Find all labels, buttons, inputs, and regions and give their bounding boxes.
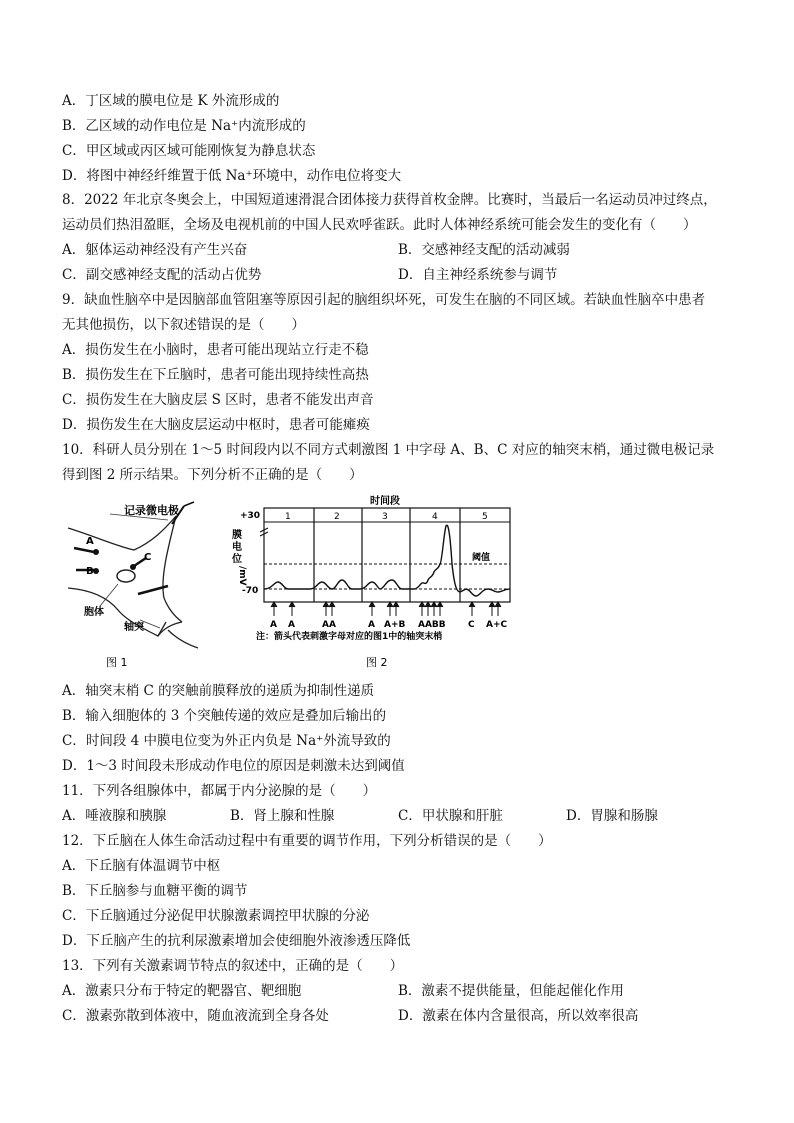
q9-stem-line1: 9．缺血性脑卒中是因脑部血管阻塞等原因引起的脑组织坏死，可发生在脑的不同区域。若缺血性脑卒中患者 (62, 292, 706, 308)
nucleus (117, 570, 135, 582)
q13-stem: 13．下列有关激素调节特点的叙述中，正确的是（ ） (62, 958, 404, 974)
q7-option-a: A．丁区域的膜电位是 K 外流形成的 (62, 93, 280, 109)
figure-2-chart (222, 492, 522, 670)
q10-option-c: C．时间段 4 中膜电位变为外正内负是 Na⁺外流导致的 (62, 733, 391, 749)
cell-upper-outline (68, 516, 176, 550)
arrow-8 (419, 602, 425, 616)
q9-stem-line2: 无其他损伤，以下叙述错误的是（ ） (62, 317, 305, 333)
stimulus-label-1: A (270, 620, 277, 630)
stimulus-label-5: A+B (384, 620, 406, 630)
figure-1-drawing (64, 498, 204, 668)
figure-2-caption: 图 2 (366, 656, 388, 669)
terminal-a-label: A (86, 536, 94, 547)
arrow-1 (271, 602, 277, 616)
q8-stem-line1: 8．2022 年北京冬奥会上，中国短道速滑混合团体接力获得首枚金牌。比赛时，当最后一名运动员冲过终点， (62, 192, 717, 208)
q9-option-c: C．损伤发生在大脑皮层 S 区时，患者不能发出声音 (62, 392, 374, 408)
period-4-label: 4 (432, 512, 438, 522)
q11-option-c: C．甲状腺和肝脏 (398, 808, 503, 824)
stimulus-arrows (271, 602, 501, 616)
ylabel-unit: /mV (237, 566, 247, 586)
soma-label: 胞体 (84, 607, 104, 618)
figure-1 (64, 498, 204, 668)
axon-fiber (168, 630, 198, 648)
period-1-label: 1 (285, 512, 291, 522)
q10-stem-line1: 10．科研人员分别在 1～5 时间段内以不同方式刺激图 1 中字母 A、B、C 对应的轴突末梢，通过微电极记录 (62, 442, 715, 458)
arrow-9 (425, 602, 431, 616)
q13-option-a: A．激素只分布于特定的靶器官、靶细胞 (62, 983, 302, 999)
q8-option-b: B．交感神经支配的活动减弱 (398, 242, 570, 258)
figure-1-caption: 图 1 (106, 656, 128, 668)
terminal-c-label: C (144, 552, 152, 563)
stimulus-label-3: AA (322, 620, 336, 630)
ytick-top: +30 (240, 511, 261, 521)
arrow-14 (495, 602, 501, 616)
q10-stem-line2: 得到图 2 所示结果。下列分析不正确的是（ ） (62, 467, 363, 483)
figure-2 (222, 492, 522, 670)
q13-option-c: C．激素弥散到体液中，随血液流到全身各处 (62, 1008, 329, 1024)
ytick-rest: -70 (242, 586, 259, 596)
period-5-label: 5 (482, 512, 488, 522)
q11-option-d: D．胃腺和肠腺 (566, 808, 658, 824)
q8-option-a: A．躯体运动神经没有产生兴奋 (62, 242, 248, 258)
threshold-label: 阈值 (472, 553, 491, 563)
q12-option-b: B．下丘脑参与血糖平衡的调节 (62, 883, 248, 899)
arrow-3 (323, 602, 329, 616)
axon-outline (163, 516, 182, 622)
terminal-b-label: B (86, 566, 94, 577)
terminal-b (93, 568, 99, 574)
q8-option-c: C．副交感神经支配的活动占优势 (62, 267, 262, 283)
q12-stem: 12．下丘脑在人体生命活动过程中有重要的调节作用，下列分析错误的是（ ） (62, 833, 552, 849)
time-period-title: 时间段 (370, 496, 400, 507)
stimulus-label-8: A+C (486, 620, 508, 630)
terminal-a (93, 549, 99, 555)
q9-option-d: D．损伤发生在大脑皮层运动中枢时，患者可能瘫痪 (62, 417, 370, 433)
arrow-7 (393, 602, 399, 616)
arrow-13 (489, 602, 495, 616)
q12-option-d: D．下丘脑产生的抗利尿激素增加会使细胞外液渗透压降低 (62, 933, 411, 949)
ylabel-char-3: 位 (232, 554, 242, 565)
q8-option-d: D．自主神经系统参与调节 (398, 267, 558, 283)
q10-option-d: D．1～3 时间段未形成动作电位的原因是刺激未达到阈值 (62, 758, 405, 774)
q12-option-c: C．下丘脑通过分泌促甲状腺激素调控甲状腺的分泌 (62, 908, 370, 924)
stimulus-label-2: A (288, 620, 295, 630)
recording-electrode-wire (184, 502, 194, 506)
electrode-label: 记录微电极 (124, 504, 179, 517)
arrow-4 (329, 602, 335, 616)
figure-2-note: 注：箭头代表刺激字母对应的图1中的轴突末梢 (256, 632, 443, 642)
q7-option-b: B．乙区域的动作电位是 Na⁺内流形成的 (62, 118, 306, 134)
q11-option-b: B．肾上腺和性腺 (230, 808, 335, 824)
q13-option-d: D．激素在体内含量很高，所以效率很高 (398, 1008, 639, 1024)
q11-stem: 11．下列各组腺体中，都属于内分泌腺的是（ ） (62, 783, 377, 799)
q13-option-b: B．激素不提供能量，但能起催化作用 (398, 983, 624, 999)
q9-option-b: B．损伤发生在下丘脑时，患者可能出现持续性高热 (62, 367, 369, 383)
arrow-5 (369, 602, 375, 616)
q8-stem-line2: 运动员们热泪盈眶，全场及电视机前的中国人民欢呼雀跃。此时人体神经系统可能会发生的变化有（ ） (62, 217, 697, 233)
q10-option-b: B．输入细胞体的 3 个突触传递的效应是叠加后输出的 (62, 708, 387, 724)
stimulus-label-6: AABB (418, 620, 446, 630)
stimulus-label-7: C (468, 620, 475, 630)
cell-lower-outline (68, 588, 166, 636)
q7-option-c: C．甲区域或丙区域可能刚恢复为静息状态 (62, 143, 316, 159)
ylabel-char-2: 电 (232, 542, 242, 553)
q7-option-d: D．将图中神经纤维置于低 Na⁺环境中，动作电位将变大 (62, 168, 402, 184)
arrow-2 (289, 602, 295, 616)
soma-leader (100, 584, 118, 606)
stimulus-label-4: A (368, 620, 375, 630)
q10-option-a: A．轴突末梢 C 的突触前膜释放的递质为抑制性递质 (62, 683, 375, 699)
q12-option-a: A．下丘脑有体温调节中枢 (62, 858, 221, 874)
q9-option-a: A．损伤发生在小脑时，患者可能出现站立行走不稳 (62, 342, 369, 358)
ylabel-char-1: 膜 (232, 530, 242, 541)
period-3-label: 3 (382, 512, 388, 522)
arrow-6 (387, 602, 393, 616)
arrow-10 (431, 602, 437, 616)
q11-option-a: A．唾液腺和胰腺 (62, 808, 167, 824)
terminal-c (130, 564, 136, 570)
arrow-12 (469, 602, 475, 616)
arrow-11 (437, 602, 443, 616)
period-2-label: 2 (334, 512, 340, 522)
axon-label: 轴突 (124, 622, 144, 633)
terminal-a-fiber (74, 548, 94, 552)
